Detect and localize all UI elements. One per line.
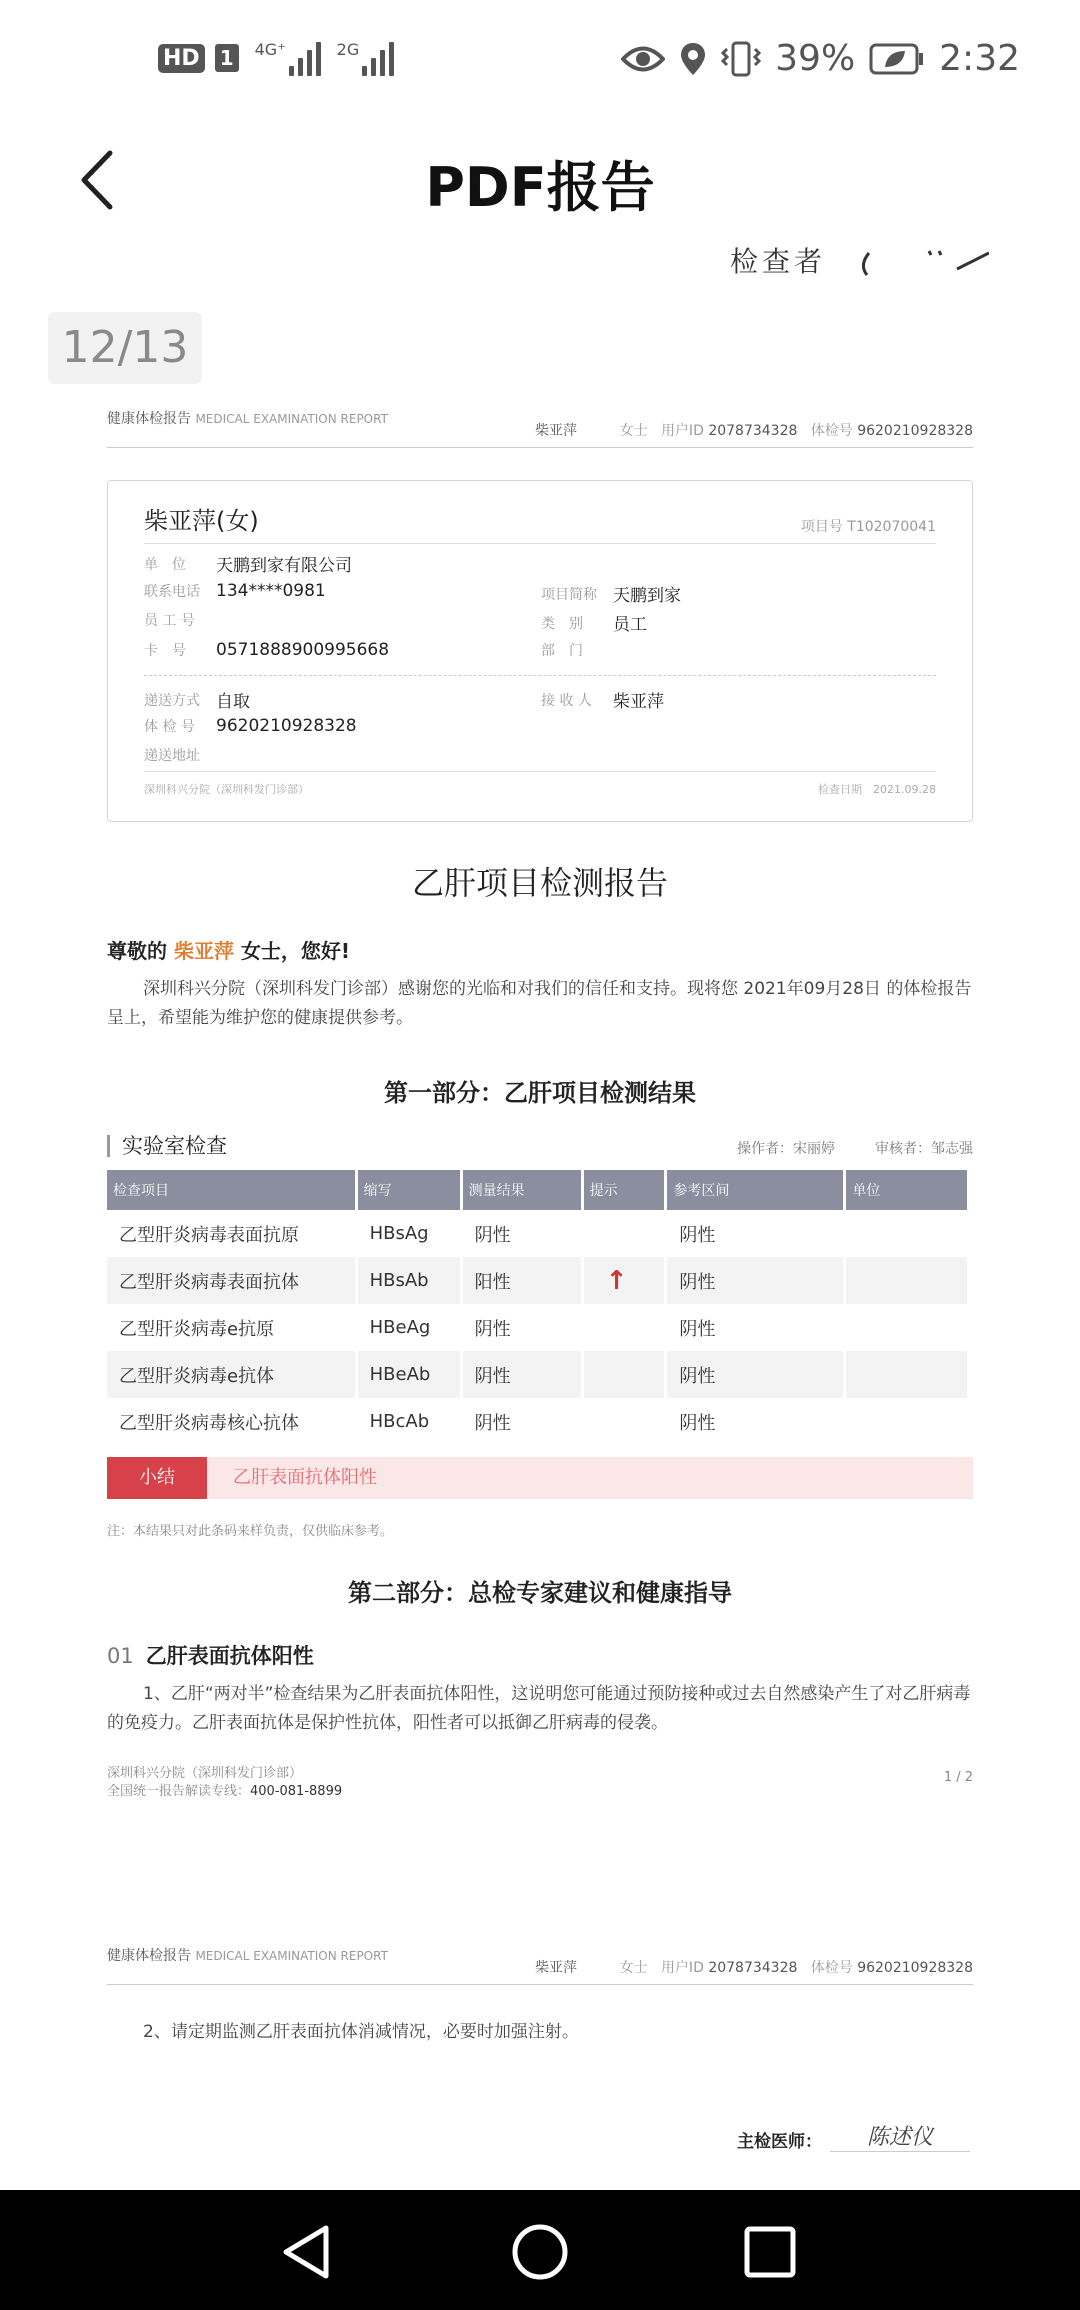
cell-item: 乙型肝炎病毒表面抗原 [119,1224,299,1246]
cell-abbr: HBsAg [369,1223,429,1244]
advice-paragraph-2: 2、请定期监测乙肝表面抗体消减情况，必要时加强注射。 [143,2022,579,2042]
cell-unit [846,1351,967,1398]
cell-abbr: HBcAb [369,1411,430,1432]
chief-physician: 主检医师： 陈述仪 [737,2120,970,2152]
location-icon [679,41,707,77]
cell-unit [846,1304,967,1351]
patient-info-card [107,480,973,822]
table-row [107,1257,967,1304]
report-header [107,408,973,448]
field-delivery: 递送方式 自取 [144,692,250,712]
field-category: 类 别 员工 [541,615,647,635]
field-receiver: 接 收 人 柴亚萍 [541,692,664,712]
status-bar [0,0,1080,125]
advice-paragraph-1: 1、乙肝“两对半”检查结果为乙肝表面抗体阳性，这说明您可能通过预防接种或过去自然感染产生了对乙肝病毒的免疫力。乙肝表面抗体是保护性抗体，阳性者可以抵御乙肝病毒的侵袭。 [107,1684,971,1733]
part1-title: 第一部分：乙肝项目检测结果 [384,1079,696,1107]
field-exam-no: 体 检 号 9620210928328 [144,716,357,736]
status-right [621,38,1020,79]
signature-scribble-icon [839,245,989,281]
cell-hint [584,1304,665,1351]
card-branch: 深圳科兴分院（深圳科发门诊部） [144,783,309,796]
arrow-up-icon: ↑ [605,1265,628,1296]
table-row [107,1351,967,1398]
eye-icon [621,44,665,74]
col-item: 检查项目 [107,1170,355,1210]
physician-signature: 陈述仪 [830,2120,970,2152]
prev-page-signature: 检查者 [730,240,989,281]
summary-label: 小结 [107,1457,207,1499]
summary-text: 乙肝表面抗体阳性 [233,1467,377,1488]
report-title: 乙肝项目检测报告 [411,864,668,902]
sim-badge: 1 [215,44,239,72]
battery-saver-icon [869,43,925,75]
summary-bar [107,1457,973,1499]
cell-item: 乙型肝炎病毒e抗原 [119,1318,275,1340]
cell-result: 阴性 [474,1412,511,1434]
col-unit: 单位 [846,1170,967,1210]
disclaimer-note: 注：本结果只对此条码来样负责，仅供临床参考。 [107,1524,394,1539]
part2-title: 第二部分：总检专家建议和健康指导 [348,1579,732,1607]
cell-hint [584,1351,665,1398]
table-row [107,1398,967,1445]
page-indicator: 12/13 [48,312,202,384]
report-header-meta: 女士 用户ID 2078734328 体检号 9620210928328 [619,423,973,439]
cell-result: 阴性 [463,1351,581,1398]
field-dept: 部 门 [541,643,583,659]
cell-abbr: HBeAb [358,1351,460,1398]
cell-ref: 阴性 [667,1351,843,1398]
signal-4g-icon [255,40,321,76]
report-header-meta: 女士 用户ID 2078734328 体检号 9620210928328 [619,1960,973,1976]
lab-meta: 操作者：宋丽婷 审核者：邹志强 [737,1141,973,1157]
cell-item: 乙型肝炎病毒核心抗体 [119,1412,299,1434]
page-footer: 深圳科兴分院（深圳科发门诊部） 全国统一报告解读专线：400-081-8899 [107,1766,343,1799]
home-circle-icon[interactable] [508,2220,572,2284]
field-employee-no: 员 工 号 [144,613,195,629]
patient-name: 柴亚萍(女) [144,507,259,535]
cell-unit [846,1210,967,1257]
cell-result: 阴性 [474,1224,511,1246]
cell-item: 乙型肝炎病毒表面抗体 [107,1257,355,1304]
cell-unit [846,1257,967,1304]
report-header-page2 [107,1945,973,1985]
cell-ref: 阴性 [667,1257,843,1304]
item-number: 项目号 T102070041 [800,519,936,535]
hd-badge: HD [158,44,205,73]
net-label-2g: 2G [336,40,360,59]
report-header-name: 柴亚萍 [535,423,577,439]
cell-item: 乙型肝炎病毒e抗体 [107,1351,355,1398]
clock: 2:32 [939,38,1020,79]
field-phone: 联系电话 134****0981 [144,581,326,601]
col-abbr: 缩写 [358,1170,460,1210]
cell-result: 阳性 [463,1257,581,1304]
pdf-viewer[interactable] [0,240,1080,2190]
report-header-title: 健康体检报告 MEDICAL EXAMINATION REPORT [107,411,388,427]
cell-abbr: HBsAb [358,1257,460,1304]
cell-hint [584,1398,665,1445]
field-card-no: 卡 号 0571888900995668 [144,640,390,660]
table-row [107,1304,967,1351]
cell-ref: 阴性 [679,1224,716,1246]
vibrate-icon [721,41,761,77]
table-row [107,1210,967,1257]
report-header-name: 柴亚萍 [535,1960,577,1976]
card-date: 检查日期 2021.09.28 [818,783,936,796]
page-title: PDF报告 [425,156,655,219]
cell-ref: 阴性 [679,1412,716,1434]
signal-2g-icon [337,40,395,76]
lab-section-title: 实验室检查 [107,1135,227,1157]
col-result: 测量结果 [463,1170,581,1210]
table-header-row [107,1170,967,1210]
battery-percent: 39% [775,38,856,79]
col-ref: 参考区间 [667,1170,843,1210]
col-hint: 提示 [584,1170,665,1210]
cell-hint [584,1257,665,1304]
field-project: 项目简称 天鹏到家 [541,586,681,606]
field-unit: 单 位 天鹏到家有限公司 [144,556,352,576]
cell-abbr: HBeAg [369,1317,431,1338]
cell-ref: 阴性 [679,1318,716,1340]
recents-square-icon[interactable] [738,2220,802,2284]
navigation-bar [0,2190,1080,2310]
field-address: 递送地址 [144,748,200,764]
cell-result: 阴性 [474,1318,511,1340]
advice-title: 01 乙肝表面抗体阳性 [107,1644,314,1668]
net-label-4g: 4G⁺ [254,40,286,59]
lab-results-table [104,1170,970,1445]
greeting: 尊敬的 柴亚萍 女士，您好! [107,939,351,963]
cell-unit [846,1398,967,1445]
intro-paragraph: 深圳科兴分院（深圳科发门诊部）感谢您的光临和对我们的信任和支持。现将您 2021年09月28日 的体检报告呈上，希望能为维护您的健康提供参考。 [107,979,972,1028]
page-number: 1 / 2 [943,1770,973,1785]
back-triangle-icon[interactable] [276,2220,340,2284]
cell-hint [584,1210,665,1257]
status-left [158,40,394,76]
report-header-title: 健康体检报告 MEDICAL EXAMINATION REPORT [107,1948,388,1964]
